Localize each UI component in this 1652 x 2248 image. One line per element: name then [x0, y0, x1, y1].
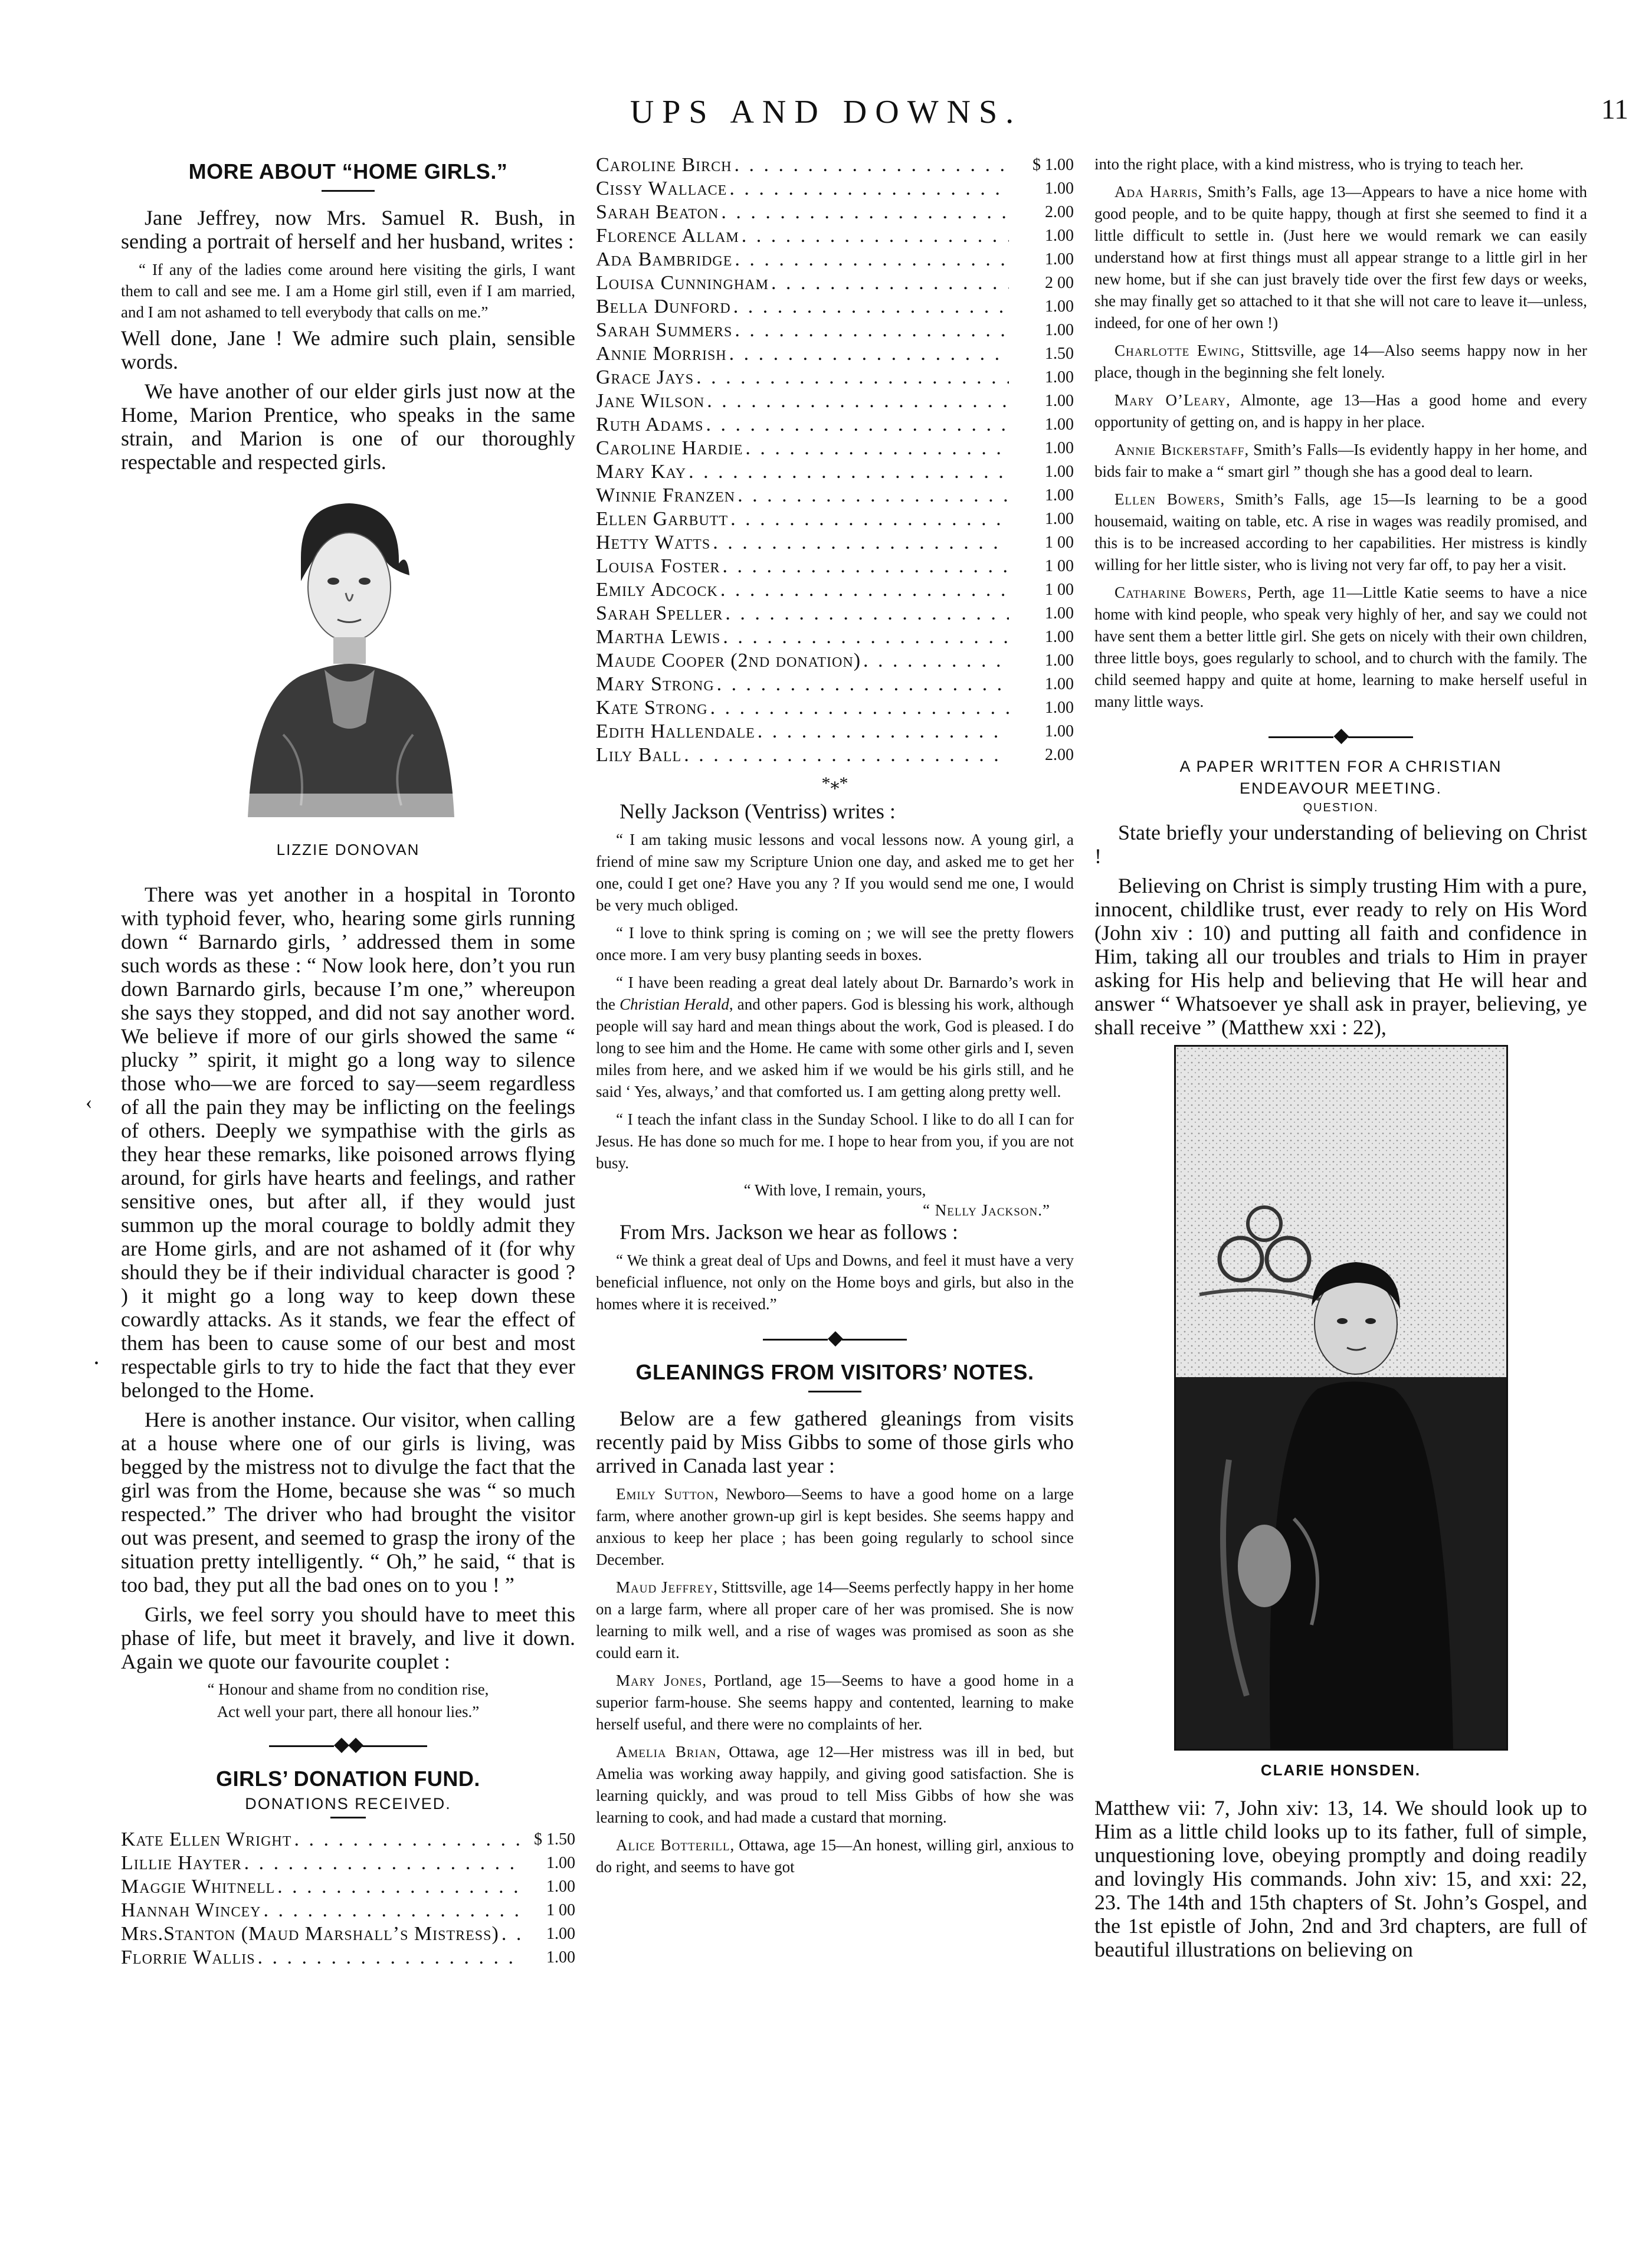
donor-name: Ada Bambridge — [596, 248, 733, 270]
gleanings-intro: Below are a few gathered gleanings from visits recently paid by Miss Gibbs to some of those girls who arrived in Canada last year : — [596, 1407, 1074, 1477]
dot-leader — [704, 389, 1009, 413]
donation-row — [596, 271, 1074, 295]
donation-row — [596, 743, 1074, 767]
donation-row — [596, 319, 1074, 342]
note-girl-name: Mary Jones — [616, 1672, 703, 1689]
dot-leader — [694, 366, 1009, 389]
donation-row — [596, 720, 1074, 743]
dot-leader — [769, 271, 1009, 295]
dot-leader — [291, 1828, 522, 1852]
mrs-jackson-intro: From Mrs. Jackson we hear as follows : — [620, 1220, 958, 1244]
donor-name: Bella Dunford — [596, 296, 731, 317]
donor-name: Florrie Wallis — [121, 1946, 255, 1968]
donor-name: Edith Hallendale — [596, 720, 755, 742]
note-girl-name: Ada Harris — [1115, 183, 1198, 201]
note-text: , Perth, age 11—Little Katie seems to have a nice home with kind people, who speak very highly of her, and say we could not have sent them a better little girl. She gets on nicely with their own children, three little boys, goes regularly to school, and to church with the family. The child seemed happy and quite at home, learning to make herself useful in many little ways. — [1094, 584, 1587, 710]
note-text: , Stittsville, age 14—Seems perfectly happy in her home on a large farm, where all proper care of her was promised. She is now learning to milk well, and a rise of wages was promised as soon as she could earn it. — [596, 1578, 1074, 1662]
dot-leader — [708, 696, 1009, 720]
note-text: , Almonte, age 13—Has a good home and every opportunity of getting on, and is happy in her place. — [1094, 391, 1587, 431]
donation-row — [596, 437, 1074, 460]
donation-row — [596, 649, 1074, 673]
photo-image — [1176, 1047, 1506, 1749]
donor-name: Cissy Wallace — [596, 178, 727, 199]
donation-row — [121, 1946, 575, 1970]
visitor-note — [1094, 582, 1587, 713]
mrs-jackson-quote: “ We think a great deal of Ups and Downs, and feel it must have a very beneficial influence, not only on the Home boys and girls, but also in the homes where it is received.” — [596, 1251, 1074, 1313]
donation-list-middle — [596, 153, 1074, 767]
page-header-title: UPS AND DOWNS. — [630, 94, 1022, 130]
donation-amount: 1.00 — [1045, 297, 1074, 316]
dot-leader — [743, 437, 1009, 460]
donation-row — [121, 1852, 575, 1875]
note-text: , Smith’s Falls—Is evidently happy in her home, and bids fair to make a “ smart girl ” though she has a good deal to learn. — [1094, 441, 1587, 480]
paragraph-intro: Jane Jeffrey, now Mrs. Samuel R. Bush, in sending a portrait of herself and her husband, writes : — [121, 206, 575, 253]
column-right — [1094, 153, 1587, 1967]
donor-name: Caroline Hardie — [596, 437, 743, 459]
note-text: , Stittsville, age 14—Also seems happy now in her place, though in the beginning she felt lonely. — [1094, 342, 1588, 381]
donation-amount: 1.00 — [1045, 510, 1074, 528]
portrait-caption: LIZZIE DONOVAN — [276, 841, 420, 858]
dot-leader — [710, 531, 1009, 555]
donation-row — [596, 413, 1074, 437]
paragraph-girls: Girls, we feel sorry you should have to meet this phase of life, but meet it bravely, and live it down. Again we quote our favourite couplet : — [121, 1603, 575, 1673]
column-middle — [596, 153, 1074, 1884]
donor-name: Hannah Wincey — [121, 1899, 261, 1921]
visitor-note — [1094, 181, 1587, 334]
visitor-note — [1094, 340, 1587, 384]
gleanings-rule — [808, 1391, 861, 1392]
donation-row — [596, 177, 1074, 201]
question-label: QUESTION. — [1303, 801, 1379, 814]
donation-amount: 1.00 — [546, 1877, 575, 1896]
dot-leader — [732, 248, 1009, 271]
donation-amount: 1.00 — [1045, 392, 1074, 410]
visitor-note — [596, 1483, 1074, 1571]
couplet-line-2: Act well your part, there all honour lies.” — [217, 1703, 480, 1721]
donor-name: Mary Kay — [596, 461, 687, 483]
donor-name: Martha Lewis — [596, 626, 721, 648]
photo-caption: CLARIE HONSDEN. — [1260, 1761, 1421, 1779]
dot-leader — [499, 1922, 522, 1946]
donation-row — [596, 555, 1074, 578]
note-girl-name: Maud Jeffrey — [616, 1578, 714, 1596]
donor-name: Ruth Adams — [596, 414, 704, 435]
nelly-signoff: “ With love, I remain, yours, — [743, 1181, 926, 1199]
dot-leader — [739, 224, 1009, 248]
donor-name: Caroline Birch — [596, 154, 732, 176]
donation-row — [596, 389, 1074, 413]
visitor-note — [596, 1577, 1074, 1664]
dot-leader — [755, 720, 1009, 743]
donation-amount: 1 00 — [1045, 557, 1074, 575]
donor-name: Lillie Hayter — [121, 1852, 242, 1874]
dot-leader — [704, 413, 1009, 437]
quoted-letter: “ If any of the ladies come around here visiting the girls, I want them to call and see me. I am a Home girl still, even if I am married, and I am not ashamed to tell everybody that calls on me.” — [121, 261, 575, 321]
note-text: , Ottawa, age 15—An honest, willing girl, anxious to do right, and seems to have got — [596, 1836, 1074, 1876]
dot-leader — [714, 673, 1009, 696]
donation-row — [121, 1875, 575, 1899]
donation-amount: 2.00 — [1045, 746, 1074, 764]
question-text: State briefly your understanding of believing on Christ ! — [1094, 821, 1587, 868]
dot-leader — [727, 342, 1009, 366]
donor-name: Annie Morrish — [596, 343, 727, 365]
paragraph-after-photo: Matthew vii: 7, John xiv: 13, 14. We should look up to Him as a little child looks up to its father, full of simple, unquestioning love, obeying promptly and doing readily and lovingly His commands. John xiv: 15, and xxi: 22, 23. The 14th and 15th chapters of St. John’s Gospel, and the 1st epistle of John, 2nd and 3rd chapters, are full of beautiful illustrations on believing on — [1094, 1796, 1587, 1961]
donor-name: Louisa Cunningham — [596, 272, 769, 294]
donation-row — [596, 248, 1074, 271]
dot-leader — [255, 1946, 522, 1970]
note-continuation: into the right place, with a kind mistress, who is trying to teach her. — [1094, 155, 1524, 173]
margin-mark: ‹ — [86, 1092, 93, 1113]
donor-name: Kate Strong — [596, 697, 708, 719]
donation-row — [596, 531, 1074, 555]
dot-leader — [681, 743, 1009, 767]
dot-leader — [242, 1852, 522, 1875]
donation-amount: 1.00 — [1045, 463, 1074, 481]
donation-row — [596, 201, 1074, 224]
donation-amount: 1 00 — [546, 1901, 575, 1919]
visitor-note — [596, 1670, 1074, 1735]
visitor-note — [596, 1834, 1074, 1878]
note-text: , Smith’s Falls, age 15—Is learning to be a good housemaid, waiting on table, etc. A rise in wages was readily promised, and this is to be increased according to her capabilities. Her mistress is kindly willing for her little sister, who is living not very far off, to pay her a visit. — [1094, 490, 1588, 574]
donor-name: Lily Ball — [596, 744, 682, 766]
visitor-note — [596, 1741, 1074, 1828]
nelly-intro: Nelly Jackson (Ventriss) writes : — [620, 799, 896, 823]
dot-leader — [719, 201, 1009, 224]
dot-leader — [728, 507, 1009, 531]
portrait-lizzie-donovan — [121, 487, 575, 829]
donation-row — [596, 366, 1074, 389]
donation-row — [596, 507, 1074, 531]
dot-leader — [732, 319, 1009, 342]
donation-amount: 2 00 — [1045, 274, 1074, 292]
visitor-notes-middle — [596, 1483, 1074, 1878]
donor-name: Sarah Summers — [596, 319, 733, 341]
donation-amount: 1.00 — [1045, 604, 1074, 622]
dot-leader — [275, 1875, 522, 1899]
page-number: 11 — [1601, 94, 1628, 125]
note-girl-name: Emily Sutton — [616, 1485, 714, 1503]
donation-amount: 1 00 — [1045, 533, 1074, 552]
donation-row — [121, 1899, 575, 1922]
donation-row — [596, 342, 1074, 366]
donor-name: Jane Wilson — [596, 390, 705, 412]
note-girl-name: Catharine Bowers — [1115, 584, 1247, 601]
donor-name: Hetty Watts — [596, 532, 711, 553]
note-girl-name: Amelia Brian — [616, 1743, 717, 1761]
donation-row — [121, 1922, 575, 1946]
note-text: , Smith’s Falls, age 13—Appears to have a nice home with good people, and to be quite happy, though at first she seemed to find it a little difficult to settle in. (Just here we would remark we can easily understand how at first things must all appear strange to a little girl in her new home, but if she can just bravely tide over the first few days or weeks, she may finally get so attached to it that she will not care to leave it—unless, indeed, for one of her own !) — [1094, 183, 1587, 332]
donation-amount: 1.00 — [1045, 675, 1074, 693]
ornament-divider-3: ◆ — [1094, 723, 1587, 747]
donation-amount: 1.00 — [1045, 651, 1074, 670]
photo-clarie-honsden — [1174, 1045, 1508, 1751]
donation-amount: $ 1.00 — [1032, 156, 1074, 174]
paragraph-hospital: There was yet another in a hospital in Toronto with typhoid fever, who, hearing some girls running down “ Barnardo girls, ’ addressed them in some such words as these : “ Now look here, don’t you run down Barnardo girls, because I’m one,” whereupon she says they stopped, and did not say another word. We believe if more of our girls showed the same “ plucky ” spirit, it might go a long way to silence those who—we are forced to say—seem regardless of all the pain they may be inflicting on the feelings of others. Deeply we sympathise with the girls as they hear these remarks, like poisoned arrows flying around, for girls have hearts and feelings, and rather sensitive ones, but after all, if they would just summon up the moral courage to boldly admit they are Home girls, and are not ashamed of it (for why should they be if their individual character is good ? ) it might go a long way to keep down these cowardly attacks. As it stands, we fear the effect of them has been to cause some of our best and most respectable girls to try to hide the fact that they ever belonged to the Home. — [121, 883, 575, 1402]
running-header — [0, 89, 1652, 142]
donation-amount: 2.00 — [1045, 203, 1074, 221]
paragraph-marion: We have another of our elder girls just now at the Home, Marion Prentice, who speaks in the same strain, and Marion is one of our thoroughly respectable and respected girls. — [121, 379, 575, 474]
paragraph-well-done: Well done, Jane ! We admire such plain, sensible words. — [121, 326, 575, 373]
dot-leader — [723, 602, 1009, 625]
dot-leader — [731, 295, 1009, 319]
nelly-signature: “ Nelly Jackson.” — [923, 1201, 1050, 1219]
donor-name: Sarah Beaton — [596, 201, 719, 223]
donation-amount: $ 1.50 — [534, 1830, 575, 1849]
donation-amount: 1.00 — [1045, 321, 1074, 339]
margin-dot: • — [94, 1357, 99, 1370]
couplet-line-1: “ Honour and shame from no condition rise, — [207, 1680, 489, 1698]
christian-herald-title: Christian Herald — [620, 995, 729, 1013]
donation-row — [596, 484, 1074, 507]
dot-leader — [732, 153, 1009, 177]
note-girl-name: Mary O’Leary — [1115, 391, 1227, 409]
visitor-note — [1094, 439, 1587, 483]
donor-name: Grace Jays — [596, 366, 694, 388]
dot-leader — [686, 460, 1009, 484]
donation-amount: 1.00 — [1045, 368, 1074, 386]
dot-leader — [720, 625, 1009, 649]
paragraph-instance: Here is another instance. Our visitor, when calling at a house where one of our girls is living, was begged by the mistress not to divulge the fact that the girl was from the Home, because she was “ so much respected.” The driver who had brought the visitor out was present, and seemed to grasp the irony of the situation pretty intelligently. “ Oh,” he said, “ that is too bad, they put all the bad ones on to you ! ” — [121, 1408, 575, 1597]
nelly-letter-2: “ I love to think spring is coming on ; we will see the pretty flowers once more. I am very busy planting seeds in boxes. — [596, 924, 1074, 964]
dot-leader — [735, 484, 1009, 507]
donor-name: Louisa Foster — [596, 555, 720, 577]
note-girl-name: Charlotte Ewing — [1115, 342, 1241, 359]
nelly-letter-1: “ I am taking music lessons and vocal lessons now. A young girl, a friend of mine saw my Scripture Union one day, and asked me to get her one, could I get one? Have you any ? If you would send me one, I would be very much obliged. — [596, 831, 1074, 914]
portrait-image — [212, 487, 484, 829]
donation-amount: 1.00 — [546, 1925, 575, 1943]
dot-leader — [718, 578, 1009, 602]
donation-row — [596, 295, 1074, 319]
dot-leader — [861, 649, 1009, 673]
donation-amount: 1.00 — [1045, 415, 1074, 434]
asterism: *⁎* — [821, 774, 848, 793]
donation-amount: 1.00 — [1045, 227, 1074, 245]
donation-amount: 1.00 — [1045, 250, 1074, 268]
ornament-divider: ◆◆ — [121, 1732, 575, 1756]
donor-name: Mary Strong — [596, 673, 714, 695]
donation-list-left — [121, 1828, 575, 1970]
donor-name: Maude Cooper (2nd donation) — [596, 650, 861, 671]
nelly-letter-4: “ I teach the infant class in the Sunday School. I like to do all I can for Jesus. He has done so much for me. I hope to hear from you, if you are not busy. — [596, 1110, 1074, 1172]
dot-leader — [720, 555, 1009, 578]
dot-leader — [261, 1899, 522, 1922]
donation-row — [596, 696, 1074, 720]
donation-row — [596, 153, 1074, 177]
donor-name: Florence Allam — [596, 225, 739, 247]
heading-rule — [322, 190, 375, 192]
donation-row — [596, 625, 1074, 649]
visitor-note — [1094, 489, 1587, 576]
donation-amount: 1.00 — [546, 1948, 575, 1967]
visitor-note — [1094, 389, 1587, 433]
nelly-letter-3-b: , and other papers. God is blessing his work, although people will say hard and mean things about the work, God is pleased. I do long to see him and the Home. He came with some other girls and I, seven miles from here, and we asked him if we would be his girls still, and he said ‘ Yes, always,’ and that comforted us. I am getting along pretty well. — [596, 995, 1074, 1100]
fund-subheading: DONATIONS RECEIVED. — [245, 1795, 451, 1813]
donor-name: Kate Ellen Wright — [121, 1828, 292, 1850]
donation-row — [596, 460, 1074, 484]
note-girl-name: Alice Botterill — [616, 1836, 730, 1854]
nelly-letter-3 — [596, 972, 1074, 1103]
donation-amount: 1.00 — [1045, 439, 1074, 457]
dot-leader — [727, 177, 1009, 201]
note-text: , Ottawa, age 12—Her mistress was ill in bed, but Amelia was working away happily, and giving good satisfaction. She is learning quickly, and was proud to tell Miss Gibbs of how she was learning to cook, and had made a custard that morning. — [596, 1743, 1074, 1826]
note-girl-name: Ellen Bowers — [1115, 490, 1221, 508]
fund-heading: GIRLS’ DONATION FUND. — [216, 1767, 480, 1791]
donation-row — [596, 224, 1074, 248]
paper-title-line-1: A PAPER WRITTEN FOR A CHRISTIAN — [1179, 758, 1502, 775]
donation-row — [596, 578, 1074, 602]
note-girl-name: Annie Bickerstaff — [1115, 441, 1245, 458]
donor-name: Emily Adcock — [596, 579, 718, 601]
column-left — [121, 153, 575, 1970]
note-text: , Newboro—Seems to have a good home on a large farm, where another grown-up girl is kept besides. She seems happy and anxious to keep her place ; has been going regularly to school since December. — [596, 1485, 1074, 1568]
donor-name: Maggie Whitnell — [121, 1876, 276, 1898]
donation-row — [596, 673, 1074, 696]
sub-rule — [330, 1817, 366, 1818]
donor-name: Mrs.Stanton (Maud Marshall’s Mistress) — [121, 1923, 499, 1945]
note-text: , Portland, age 15—Seems to have a good home in a superior farm-house. She seems happy and contented, learning to make herself useful, and there were no complaints of her. — [596, 1672, 1074, 1733]
donation-amount: 1.00 — [1045, 722, 1074, 740]
donation-row — [596, 602, 1074, 625]
visitor-notes-right — [1094, 181, 1587, 713]
donation-amount: 1.00 — [1045, 699, 1074, 717]
donor-name: Ellen Garbutt — [596, 508, 729, 530]
donor-name: Sarah Speller — [596, 602, 723, 624]
paper-title-line-2: ENDEAVOUR MEETING. — [1239, 779, 1443, 797]
answer-text: Believing on Christ is simply trusting Him with a pure, innocent, childlike trust, ever ready to rely on His Word (John xiv : 10) and putting all faith and confidence in Him, taking all our troubles and trials to Him in prayer asking for His help and believing that He will hear and answer “ Whatsoever ye shall ask in prayer, believing, ye shall receive ” (Matthew xxi : 22), — [1094, 874, 1587, 1039]
donation-row — [121, 1828, 575, 1852]
ornament-divider-2: ◆ — [596, 1326, 1074, 1349]
donation-amount: 1.00 — [1045, 179, 1074, 198]
donation-amount: 1 00 — [1045, 581, 1074, 599]
donation-amount: 1.00 — [1045, 486, 1074, 504]
donation-amount: 1.50 — [1045, 345, 1074, 363]
donor-name: Winnie Franzen — [596, 484, 736, 506]
gleanings-heading: GLEANINGS FROM VISITORS’ NOTES. — [635, 1360, 1034, 1384]
article-heading-home-girls: MORE ABOUT “HOME GIRLS.” — [188, 159, 508, 183]
donation-amount: 1.00 — [546, 1854, 575, 1872]
nelly-letter-3-a: “ I have been reading a great deal lately about Dr. Barnardo’s work in the — [596, 974, 1074, 1013]
donation-amount: 1.00 — [1045, 628, 1074, 646]
